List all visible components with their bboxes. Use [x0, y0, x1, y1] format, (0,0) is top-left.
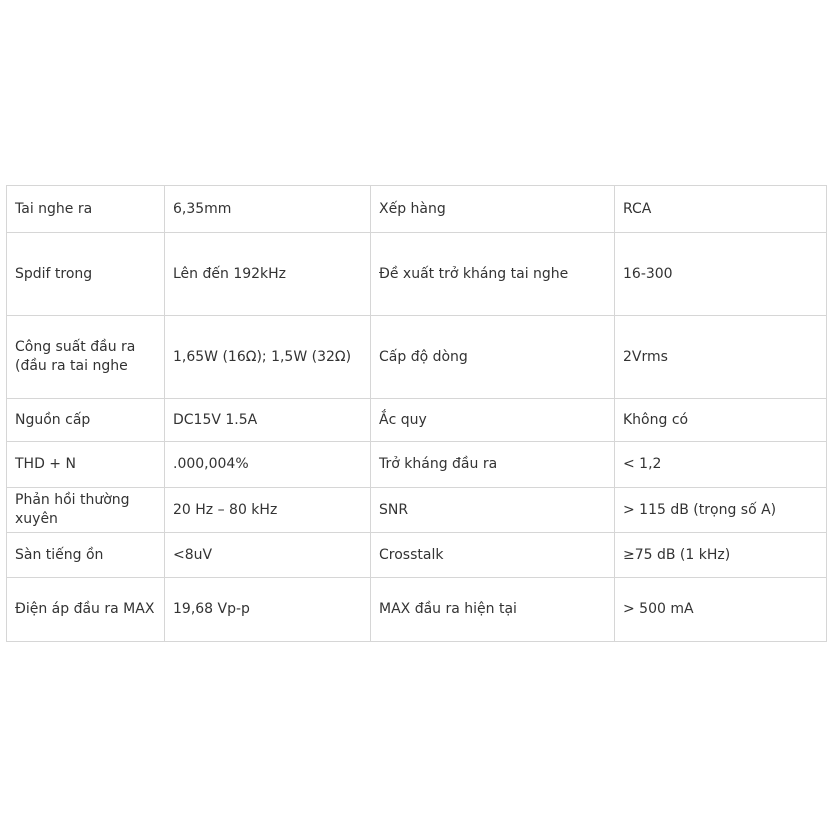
spec-label: Công suất đầu ra (đầu ra tai nghe	[7, 316, 165, 399]
table-row	[7, 533, 827, 578]
spec-value: RCA	[615, 186, 827, 233]
spec-label: SNR	[371, 488, 615, 533]
spec-value: 20 Hz – 80 kHz	[165, 488, 371, 533]
spec-label: MAX đầu ra hiện tại	[371, 578, 615, 642]
spec-label: Xếp hàng	[371, 186, 615, 233]
spec-value: Không có	[615, 399, 827, 442]
spec-label: Spdif trong	[7, 233, 165, 316]
spec-label: Ắc quy	[371, 399, 615, 442]
spec-value: 1,65W (16Ω); 1,5W (32Ω)	[165, 316, 371, 399]
spec-table	[6, 185, 827, 642]
table-row	[7, 399, 827, 442]
spec-value: ≥75 dB (1 kHz)	[615, 533, 827, 578]
spec-label: THD + N	[7, 442, 165, 488]
table-row	[7, 233, 827, 316]
spec-label: Nguồn cấp	[7, 399, 165, 442]
spec-label: Đề xuất trở kháng tai nghe	[371, 233, 615, 316]
spec-label: Tai nghe ra	[7, 186, 165, 233]
spec-value: DC15V 1.5A	[165, 399, 371, 442]
spec-value: > 115 dB (trọng số A)	[615, 488, 827, 533]
spec-label: Cấp độ dòng	[371, 316, 615, 399]
spec-label: Điện áp đầu ra MAX	[7, 578, 165, 642]
spec-value: 2Vrms	[615, 316, 827, 399]
spec-value: > 500 mA	[615, 578, 827, 642]
spec-value: 16-300	[615, 233, 827, 316]
spec-value: Lên đến 192kHz	[165, 233, 371, 316]
spec-value: .000,004%	[165, 442, 371, 488]
spec-label: Sàn tiếng ồn	[7, 533, 165, 578]
table-row	[7, 488, 827, 533]
table-row	[7, 442, 827, 488]
spec-value: 19,68 Vp-p	[165, 578, 371, 642]
spec-label: Crosstalk	[371, 533, 615, 578]
spec-value: 6,35mm	[165, 186, 371, 233]
table-row	[7, 316, 827, 399]
spec-value: < 1,2	[615, 442, 827, 488]
spec-label: Trở kháng đầu ra	[371, 442, 615, 488]
spec-value: <8uV	[165, 533, 371, 578]
spec-label: Phản hồi thường xuyên	[7, 488, 165, 533]
table-row	[7, 186, 827, 233]
table-row	[7, 578, 827, 642]
